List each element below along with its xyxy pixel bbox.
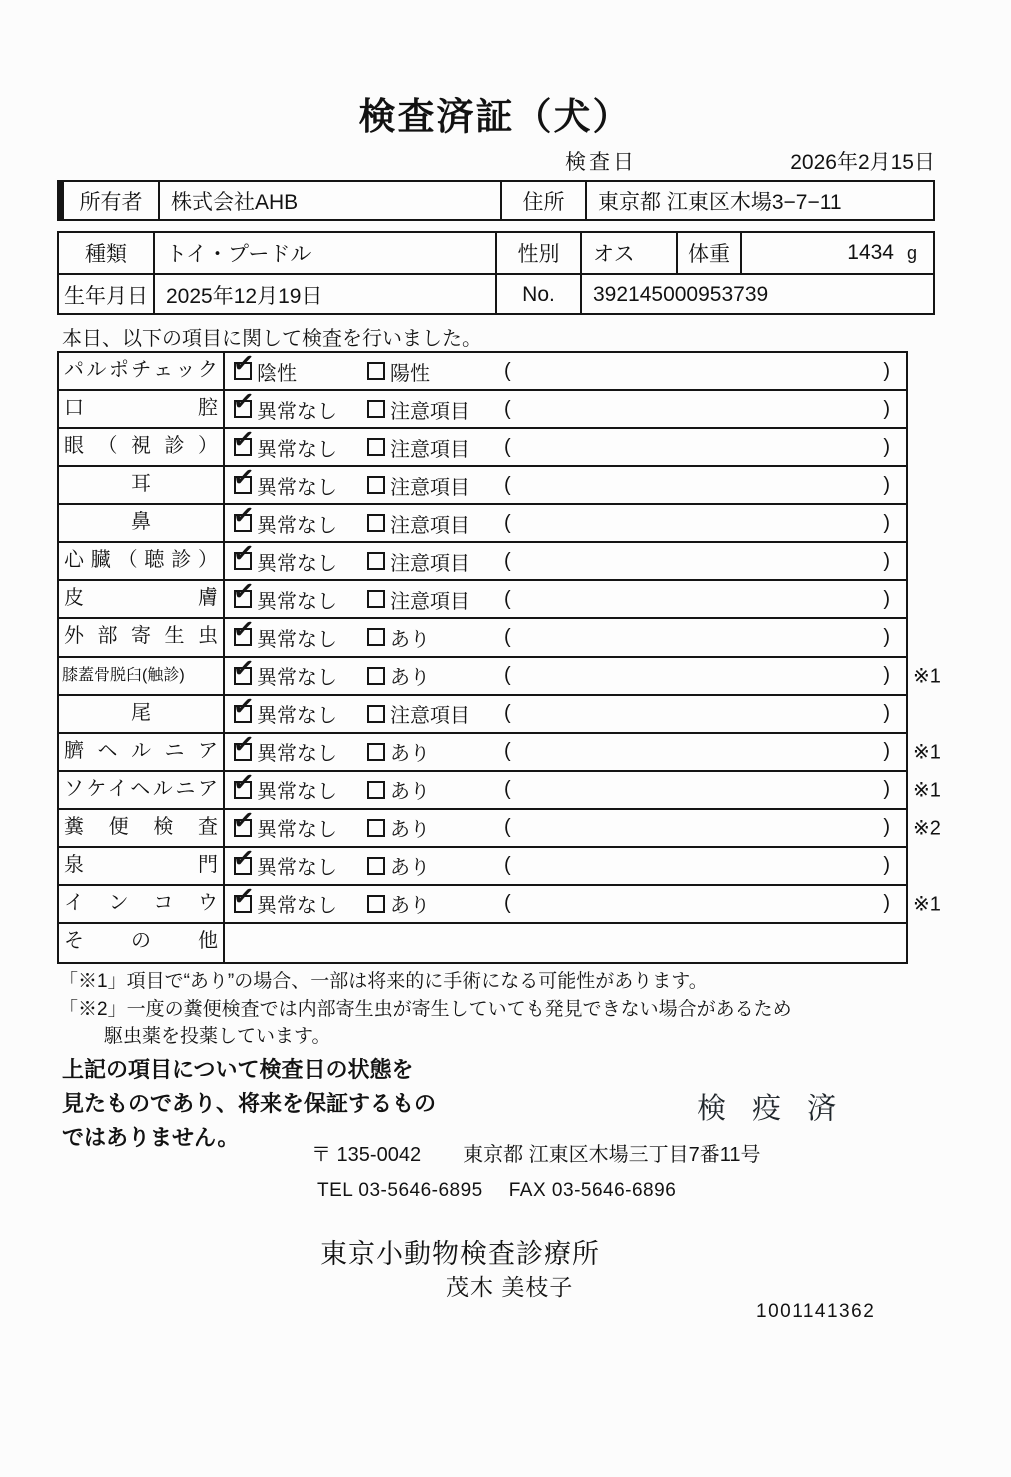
option-label: あり — [390, 857, 430, 880]
exam-item-label: 耳 — [59, 467, 225, 503]
result-option-normal — [231, 651, 367, 690]
option-label: 異常なし — [257, 819, 337, 842]
checkbox-unchecked-icon — [367, 552, 385, 570]
clinic-address: 東京都 江東区木場三丁目7番11号 — [463, 1144, 761, 1166]
result-option-normal — [231, 499, 367, 538]
checkbox-checked-icon — [231, 765, 257, 799]
exam-row-inguinal-hernia — [59, 765, 941, 810]
checkbox-checked-icon — [231, 423, 257, 456]
breed-value: トイ・プードル — [155, 233, 497, 273]
checkbox-checked-icon — [231, 689, 257, 723]
disclaimer-line: 上記の項目について検査日の状態を — [62, 1057, 414, 1082]
sex-value: オス — [582, 233, 678, 273]
exam-item-label: 泉門 — [59, 848, 225, 884]
result-option-normal — [231, 613, 367, 652]
result-option-normal — [231, 385, 367, 424]
checkbox-checked-icon — [231, 613, 257, 646]
option-label: 注意項目 — [390, 400, 470, 423]
checkbox-checked-icon — [231, 346, 257, 380]
paren-open: ( — [504, 625, 511, 648]
exam-row-content — [225, 689, 906, 732]
checkbox-unchecked-icon — [367, 628, 385, 646]
inspection-date-label: 検査日 — [565, 151, 637, 174]
checkbox-unchecked-icon — [367, 819, 385, 837]
inspection-date-value: 2026年2月15日 — [790, 151, 935, 174]
exam-item-label: その他 — [59, 924, 225, 962]
address-value: 東京都 江東区木場3−7−11 — [598, 190, 842, 214]
check-mark: ✓ — [231, 613, 257, 646]
paren-close: ) — [883, 664, 890, 687]
checkbox-checked-icon — [231, 841, 257, 875]
pet-table-row-breed — [59, 233, 933, 275]
footnote-2-continued: 駆虫薬を投薬しています。 — [104, 1026, 331, 1047]
result-option-caution — [367, 433, 502, 462]
clinic-fax: FAX 03-5646-6896 — [508, 1180, 677, 1201]
paren-open: ( — [504, 892, 511, 915]
checkbox-unchecked-icon — [367, 667, 385, 685]
paren-close: ) — [883, 435, 890, 458]
check-mark: ✓ — [231, 651, 257, 684]
result-option-present — [367, 775, 502, 804]
exam-row-fecal-exam — [59, 803, 941, 848]
footnote-1: 「※1」項目で“あり”の場合、一部は将来的に手術になる可能性があります。 — [59, 971, 708, 992]
clinic-tel: TEL 03-5646-6895 — [317, 1180, 483, 1201]
paren-close: ) — [883, 473, 890, 496]
result-option-present — [367, 889, 502, 918]
option-label: 異常なし — [257, 705, 337, 728]
paren-open: ( — [504, 435, 511, 458]
exam-row-ears — [59, 461, 906, 505]
exam-item-label: ソケイヘルニア — [59, 772, 225, 808]
exam-row-cryptorchidism — [59, 879, 941, 924]
exam-row-oral-cavity — [59, 385, 906, 429]
option-label: 異常なし — [257, 590, 337, 613]
check-mark: ✓ — [231, 537, 257, 570]
option-label: あり — [390, 628, 430, 651]
check-mark: ✓ — [231, 575, 257, 608]
exam-row-heart — [59, 537, 906, 581]
exam-row-content — [225, 879, 906, 922]
paren-open: ( — [504, 511, 511, 534]
disclaimer-line: ではありません。 — [62, 1125, 240, 1150]
row-note: ※1 — [913, 893, 941, 916]
exam-row-umbilical-hernia — [59, 727, 941, 772]
pet-table-row-dob — [59, 275, 933, 315]
paren-open: ( — [504, 587, 511, 610]
option-label: あり — [390, 667, 430, 690]
quarantine-stamp: 検 疫 済 — [697, 1093, 846, 1125]
paren-open: ( — [504, 473, 511, 496]
paren-open: ( — [504, 854, 511, 877]
exam-row-parvo-check — [59, 346, 906, 391]
result-option-normal — [231, 423, 367, 462]
breed-label: 種類 — [59, 233, 155, 273]
checkbox-unchecked-icon — [367, 781, 385, 799]
result-option-normal — [231, 879, 367, 918]
checkbox-unchecked-icon — [367, 857, 385, 875]
exam-row-content — [225, 499, 906, 541]
paren-close: ) — [883, 397, 890, 420]
paren-open: ( — [504, 702, 511, 725]
checkbox-checked-icon — [231, 651, 257, 685]
paren-close: ) — [883, 740, 890, 763]
checkbox-checked-icon — [231, 537, 257, 570]
exam-row-content — [225, 803, 906, 846]
exam-item-label: 心臓（聴診） — [59, 543, 225, 579]
option-label: あり — [390, 781, 430, 804]
exam-row-content — [225, 727, 906, 770]
exam-item-label: 膝蓋骨脱臼(触診) — [59, 658, 225, 694]
result-option-present — [367, 737, 502, 766]
option-label: 異常なし — [257, 552, 337, 575]
result-option-normal — [231, 727, 367, 766]
exam-row-other — [59, 924, 906, 962]
checkbox-unchecked-icon — [367, 705, 385, 723]
clinic-name: 東京小動物検査診療所 — [320, 1239, 600, 1269]
paren-close: ) — [883, 854, 890, 877]
footnote-2: 「※2」一度の糞便検査では内部寄生虫が寄生していても発見できない場合があるため — [59, 999, 792, 1020]
option-label: 注意項目 — [390, 514, 470, 537]
document-title: 検査済証（犬） — [358, 96, 632, 137]
weight-label: 体重 — [678, 233, 742, 273]
intro-sentence: 本日、以下の項目に関して検査を行いました。 — [62, 328, 482, 350]
option-label: 異常なし — [257, 514, 337, 537]
checkbox-unchecked-icon — [367, 590, 385, 608]
exam-item-label: パルポチェック — [59, 353, 225, 389]
paren-close: ) — [883, 549, 890, 572]
exam-item-label: インコウ — [59, 886, 225, 922]
exam-row-tail — [59, 689, 906, 734]
row-note: ※1 — [913, 741, 941, 764]
paren-close: ) — [883, 892, 890, 915]
exam-item-label: 眼（視診） — [59, 429, 225, 465]
no-value: 392145000953739 — [593, 283, 769, 306]
exam-row-eyes — [59, 423, 906, 467]
option-label: 陽性 — [390, 362, 430, 385]
exam-item-label: 外部寄生虫 — [59, 619, 225, 655]
weight-number: 1434 — [847, 241, 894, 264]
result-option-present — [367, 851, 502, 880]
dob-label: 生年月日 — [59, 275, 155, 315]
option-label: 異常なし — [257, 400, 337, 423]
check-mark: ✓ — [231, 689, 257, 722]
veterinarian-name: 茂木 美枝子 — [446, 1274, 574, 1300]
exam-row-external-parasites — [59, 613, 906, 657]
result-option-caution — [367, 471, 502, 500]
checkbox-unchecked-icon — [367, 400, 385, 418]
exam-row-content — [225, 346, 906, 389]
check-mark: ✓ — [231, 727, 257, 760]
option-label: 注意項目 — [390, 438, 470, 461]
paren-open: ( — [504, 359, 511, 382]
check-mark: ✓ — [231, 803, 257, 836]
option-label: 異常なし — [257, 628, 337, 651]
result-option-caution — [367, 395, 502, 424]
result-option-normal — [231, 689, 367, 728]
exam-row-content — [225, 385, 906, 427]
check-mark: ✓ — [231, 346, 257, 380]
option-label: あり — [390, 819, 430, 842]
check-mark: ✓ — [231, 499, 257, 532]
clinic-address-row — [311, 1138, 761, 1167]
paren-close: ) — [883, 702, 890, 725]
exam-row-content — [225, 461, 906, 503]
option-label: あり — [390, 743, 430, 766]
checkbox-unchecked-icon — [367, 895, 385, 913]
checkbox-checked-icon — [231, 461, 257, 494]
option-label: 異常なし — [257, 857, 337, 880]
option-label: 異常なし — [257, 781, 337, 804]
checkbox-checked-icon — [231, 727, 257, 761]
check-mark: ✓ — [231, 385, 257, 418]
paren-close: ) — [883, 625, 890, 648]
pet-table — [57, 231, 935, 315]
paren-close: ) — [883, 587, 890, 610]
result-option-normal — [231, 765, 367, 804]
weight-unit: g — [906, 242, 917, 263]
exam-item-label: 鼻 — [59, 505, 225, 541]
exam-row-content — [225, 613, 906, 655]
clinic-phone-row — [317, 1180, 676, 1202]
result-option-caution — [367, 509, 502, 538]
owner-table — [57, 180, 935, 221]
no-label: No. — [497, 275, 582, 315]
check-mark: ✓ — [231, 879, 257, 912]
checkbox-checked-icon — [231, 575, 257, 608]
result-option-normal — [231, 461, 367, 500]
paren-open: ( — [504, 397, 511, 420]
option-label: 注意項目 — [390, 552, 470, 575]
paren-close: ) — [883, 778, 890, 801]
exam-row-content — [225, 423, 906, 465]
check-mark: ✓ — [231, 765, 257, 798]
exam-row-content — [225, 651, 906, 694]
exam-row-content — [225, 841, 906, 884]
result-option-caution — [367, 585, 502, 614]
option-label: 異常なし — [257, 667, 337, 690]
option-label: 異常なし — [257, 743, 337, 766]
owner-value: 株式会社AHB — [160, 182, 502, 219]
owner-label: 所有者 — [64, 182, 160, 219]
paren-close: ) — [883, 511, 890, 534]
option-label: あり — [390, 895, 430, 918]
exam-item-label: 糞便検査 — [59, 810, 225, 846]
checkbox-checked-icon — [231, 803, 257, 837]
check-mark: ✓ — [231, 461, 257, 494]
paren-open: ( — [504, 549, 511, 572]
paren-open: ( — [504, 816, 511, 839]
result-option-normal — [231, 537, 367, 576]
checkbox-unchecked-icon — [367, 514, 385, 532]
option-label: 注意項目 — [390, 476, 470, 499]
result-option-normal — [231, 841, 367, 880]
result-option-present — [367, 813, 502, 842]
result-option-present — [367, 623, 502, 652]
exam-row-patella — [59, 651, 941, 696]
option-label: 異常なし — [257, 476, 337, 499]
check-mark: ✓ — [231, 841, 257, 874]
weight-value — [742, 233, 933, 273]
exam-item-label: 尾 — [59, 696, 225, 732]
exam-item-label: 皮膚 — [59, 581, 225, 617]
option-label: 異常なし — [257, 895, 337, 918]
result-option-normal — [231, 575, 367, 614]
exam-row-skin — [59, 575, 906, 619]
row-note: ※1 — [913, 665, 941, 688]
option-label: 注意項目 — [390, 705, 470, 728]
paren-open: ( — [504, 664, 511, 687]
exam-item-label: 口腔 — [59, 391, 225, 427]
exam-row-fontanelle — [59, 841, 906, 886]
result-option-normal — [231, 803, 367, 842]
option-label: 陰性 — [257, 362, 297, 385]
exam-item-label: 臍ヘルニア — [59, 734, 225, 770]
sex-label: 性別 — [497, 233, 582, 273]
serial-number: 1001141362 — [756, 1301, 876, 1322]
disclaimer-line: 見たものであり、将来を保証するもの — [62, 1091, 437, 1116]
exam-row-content — [225, 575, 906, 617]
paren-close: ) — [883, 359, 890, 382]
check-mark: ✓ — [231, 423, 257, 456]
paren-open: ( — [504, 778, 511, 801]
checkbox-unchecked-icon — [367, 438, 385, 456]
checkbox-checked-icon — [231, 879, 257, 913]
result-option-positive — [367, 357, 502, 386]
row-note: ※1 — [913, 779, 941, 802]
result-option-caution — [367, 547, 502, 576]
dob-value: 2025年12月19日 — [155, 275, 497, 315]
exam-row-content-empty — [225, 924, 906, 962]
checkbox-unchecked-icon — [367, 476, 385, 494]
option-label: 異常なし — [257, 438, 337, 461]
postal-code: 〒 135-0042 — [311, 1144, 422, 1166]
paren-open: ( — [504, 740, 511, 763]
paren-close: ) — [883, 816, 890, 839]
address-label: 住所 — [502, 182, 587, 219]
option-label: 注意項目 — [390, 590, 470, 613]
row-note: ※2 — [913, 817, 941, 840]
checkbox-checked-icon — [231, 499, 257, 532]
exam-row-content — [225, 765, 906, 808]
exam-row-content — [225, 537, 906, 579]
checkbox-unchecked-icon — [367, 743, 385, 761]
checkbox-checked-icon — [231, 385, 257, 418]
checkbox-unchecked-icon — [367, 362, 385, 380]
exam-table — [57, 346, 941, 964]
result-option-present — [367, 661, 502, 690]
result-option-negative — [231, 346, 367, 386]
exam-row-nose — [59, 499, 906, 543]
result-option-caution — [367, 699, 502, 728]
